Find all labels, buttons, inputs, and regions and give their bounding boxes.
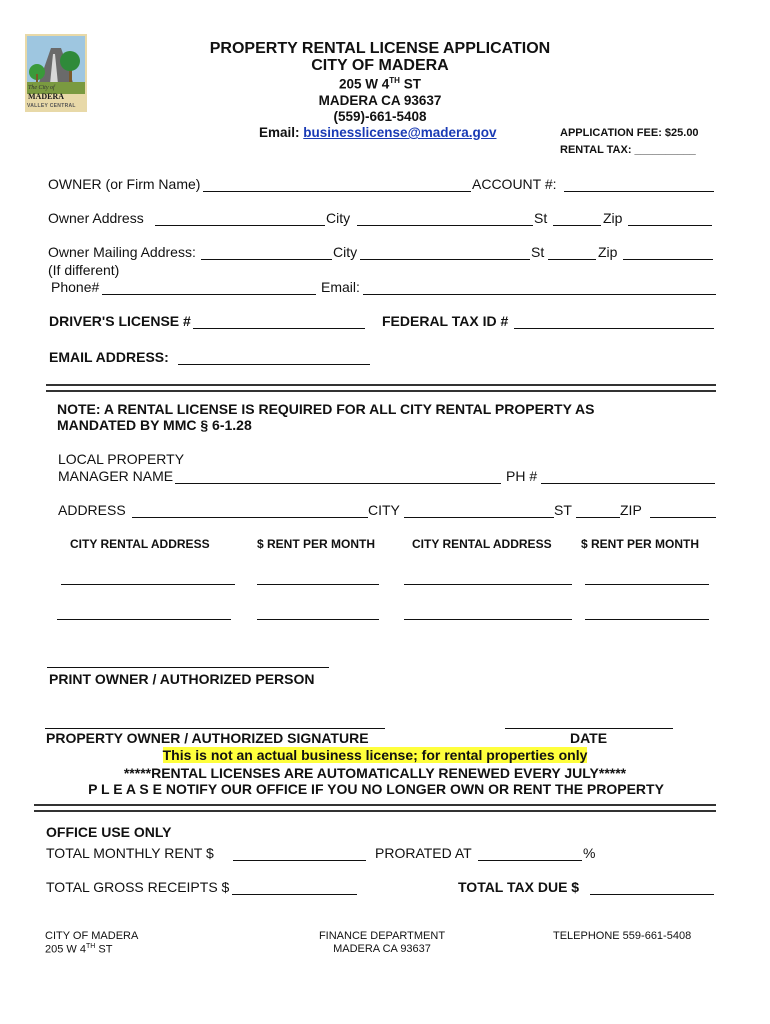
table-header: CITY RENTAL ADDRESS bbox=[412, 537, 552, 551]
mailing-zip-field[interactable] bbox=[623, 259, 713, 260]
table-header: CITY RENTAL ADDRESS bbox=[70, 537, 210, 551]
email-address-label: EMAIL ADDRESS: bbox=[49, 349, 169, 365]
mailing-address-label: Owner Mailing Address: bbox=[48, 244, 196, 260]
email-link[interactable]: businesslicense@madera.gov bbox=[303, 125, 497, 140]
footer-department: FINANCE DEPARTMENT bbox=[318, 930, 446, 942]
form-title: PROPERTY RENTAL LICENSE APPLICATION bbox=[209, 40, 551, 57]
owner-name-field[interactable] bbox=[203, 191, 471, 192]
mailing-city-label: City bbox=[333, 244, 358, 260]
mailing-city-field[interactable] bbox=[360, 259, 530, 260]
license-notice: This is not an actual business license; for rental properties only bbox=[162, 747, 588, 763]
logo-text-3: VALLEY CENTRAL bbox=[27, 103, 76, 109]
rental-address-field[interactable] bbox=[61, 584, 235, 585]
header-citystate: MADERA CA 93637 bbox=[318, 93, 442, 108]
manager-ph-field[interactable] bbox=[541, 483, 715, 484]
tax-due-label: TOTAL TAX DUE $ bbox=[458, 879, 580, 895]
owner-st-field[interactable] bbox=[553, 225, 601, 226]
rental-address-field[interactable] bbox=[404, 619, 572, 620]
header-phone: (559)-661-5408 bbox=[333, 109, 427, 124]
mailing-address-field[interactable] bbox=[201, 259, 332, 260]
date-label: DATE bbox=[570, 730, 608, 746]
manager-label-1: LOCAL PROPERTY bbox=[58, 451, 185, 467]
manager-city-label: CITY bbox=[368, 502, 400, 518]
manager-zip-label: ZIP bbox=[620, 502, 642, 518]
footer-city: CITY OF MADERA bbox=[45, 930, 139, 942]
federal-tax-label: FEDERAL TAX ID # bbox=[382, 313, 509, 329]
if-different-note: (If different) bbox=[48, 262, 120, 278]
owner-address-field[interactable] bbox=[155, 225, 325, 226]
manager-city-field[interactable] bbox=[404, 517, 554, 518]
prorated-label: PRORATED AT bbox=[375, 845, 472, 861]
rent-amount-field[interactable] bbox=[585, 619, 709, 620]
header-address: 205 W 4TH ST bbox=[339, 76, 421, 92]
owner-email-field[interactable] bbox=[363, 294, 716, 295]
mailing-st-field[interactable] bbox=[548, 259, 596, 260]
monthly-rent-field[interactable] bbox=[233, 860, 366, 861]
account-label: ACCOUNT #: bbox=[472, 176, 557, 192]
manager-address-label: ADDRESS bbox=[58, 502, 126, 518]
account-field[interactable] bbox=[564, 191, 714, 192]
notify-notice: P L E A S E NOTIFY OUR OFFICE IF YOU NO LONGER OWN OR RENT THE PROPERTY bbox=[88, 781, 664, 797]
gross-receipts-field[interactable] bbox=[232, 894, 357, 895]
tax-due-field[interactable] bbox=[590, 894, 714, 895]
owner-zip-field[interactable] bbox=[628, 225, 712, 226]
owner-zip-label: Zip bbox=[603, 210, 623, 226]
office-use-title: OFFICE USE ONLY bbox=[46, 824, 172, 840]
manager-address-field[interactable] bbox=[132, 517, 368, 518]
logo-text-2: MADERA bbox=[28, 92, 64, 101]
phone-field[interactable] bbox=[102, 294, 316, 295]
print-owner-label: PRINT OWNER / AUTHORIZED PERSON bbox=[49, 671, 315, 687]
manager-ph-label: PH # bbox=[506, 468, 538, 484]
owner-st-label: St bbox=[534, 210, 548, 226]
city-name: CITY OF MADERA bbox=[311, 57, 449, 74]
print-owner-field[interactable] bbox=[47, 667, 329, 668]
drivers-license-label: DRIVER'S LICENSE # bbox=[49, 313, 191, 329]
owner-address-label: Owner Address bbox=[48, 210, 144, 226]
manager-st-label: ST bbox=[554, 502, 572, 518]
drivers-license-field[interactable] bbox=[193, 328, 365, 329]
renewal-notice: *****RENTAL LICENSES ARE AUTOMATICALLY RENEWED EVERY JULY***** bbox=[123, 765, 627, 781]
table-header: $ RENT PER MONTH bbox=[257, 537, 376, 551]
phone-label: Phone# bbox=[51, 279, 100, 295]
note-line-1: NOTE: A RENTAL LICENSE IS REQUIRED FOR ALL CITY RENTAL PROPERTY AS bbox=[57, 401, 595, 417]
gross-receipts-label: TOTAL GROSS RECEIPTS $ bbox=[46, 879, 230, 895]
federal-tax-field[interactable] bbox=[514, 328, 714, 329]
owner-city-label: City bbox=[326, 210, 351, 226]
header-email: Email: businesslicense@madera.gov bbox=[259, 125, 497, 140]
manager-st-field[interactable] bbox=[576, 517, 620, 518]
section-divider bbox=[46, 384, 716, 392]
note-line-2: MANDATED BY MMC § 6-1.28 bbox=[57, 417, 252, 433]
application-fee: APPLICATION FEE: $25.00 bbox=[560, 127, 699, 139]
email-address-field[interactable] bbox=[178, 364, 370, 365]
rent-amount-field[interactable] bbox=[585, 584, 709, 585]
owner-city-field[interactable] bbox=[357, 225, 533, 226]
manager-zip-field[interactable] bbox=[650, 517, 716, 518]
rent-amount-field[interactable] bbox=[257, 619, 379, 620]
footer-telephone: TELEPHONE 559-661-5408 bbox=[553, 930, 692, 942]
table-header: $ RENT PER MONTH bbox=[581, 537, 700, 551]
prorated-field[interactable] bbox=[478, 860, 582, 861]
city-logo bbox=[25, 34, 87, 112]
monthly-rent-label: TOTAL MONTHLY RENT $ bbox=[46, 845, 214, 861]
rental-tax: RENTAL TAX: __________ bbox=[560, 144, 696, 156]
owner-name-label: OWNER (or Firm Name) bbox=[48, 176, 201, 192]
footer-address: 205 W 4TH ST bbox=[45, 943, 113, 956]
signature-label: PROPERTY OWNER / AUTHORIZED SIGNATURE bbox=[46, 730, 369, 746]
manager-label-2: MANAGER NAME bbox=[58, 468, 174, 484]
mailing-zip-label: Zip bbox=[598, 244, 618, 260]
owner-email-label: Email: bbox=[321, 279, 360, 295]
rent-amount-field[interactable] bbox=[257, 584, 379, 585]
office-divider bbox=[34, 804, 716, 812]
rental-address-field[interactable] bbox=[404, 584, 572, 585]
date-field[interactable] bbox=[505, 728, 673, 729]
rental-address-field[interactable] bbox=[57, 619, 231, 620]
mailing-st-label: St bbox=[531, 244, 545, 260]
signature-field[interactable] bbox=[45, 728, 385, 729]
footer-citystate: MADERA CA 93637 bbox=[333, 943, 431, 955]
manager-name-field[interactable] bbox=[175, 483, 501, 484]
logo-text-1: The City of bbox=[28, 85, 55, 91]
percent-sign: % bbox=[583, 845, 596, 861]
